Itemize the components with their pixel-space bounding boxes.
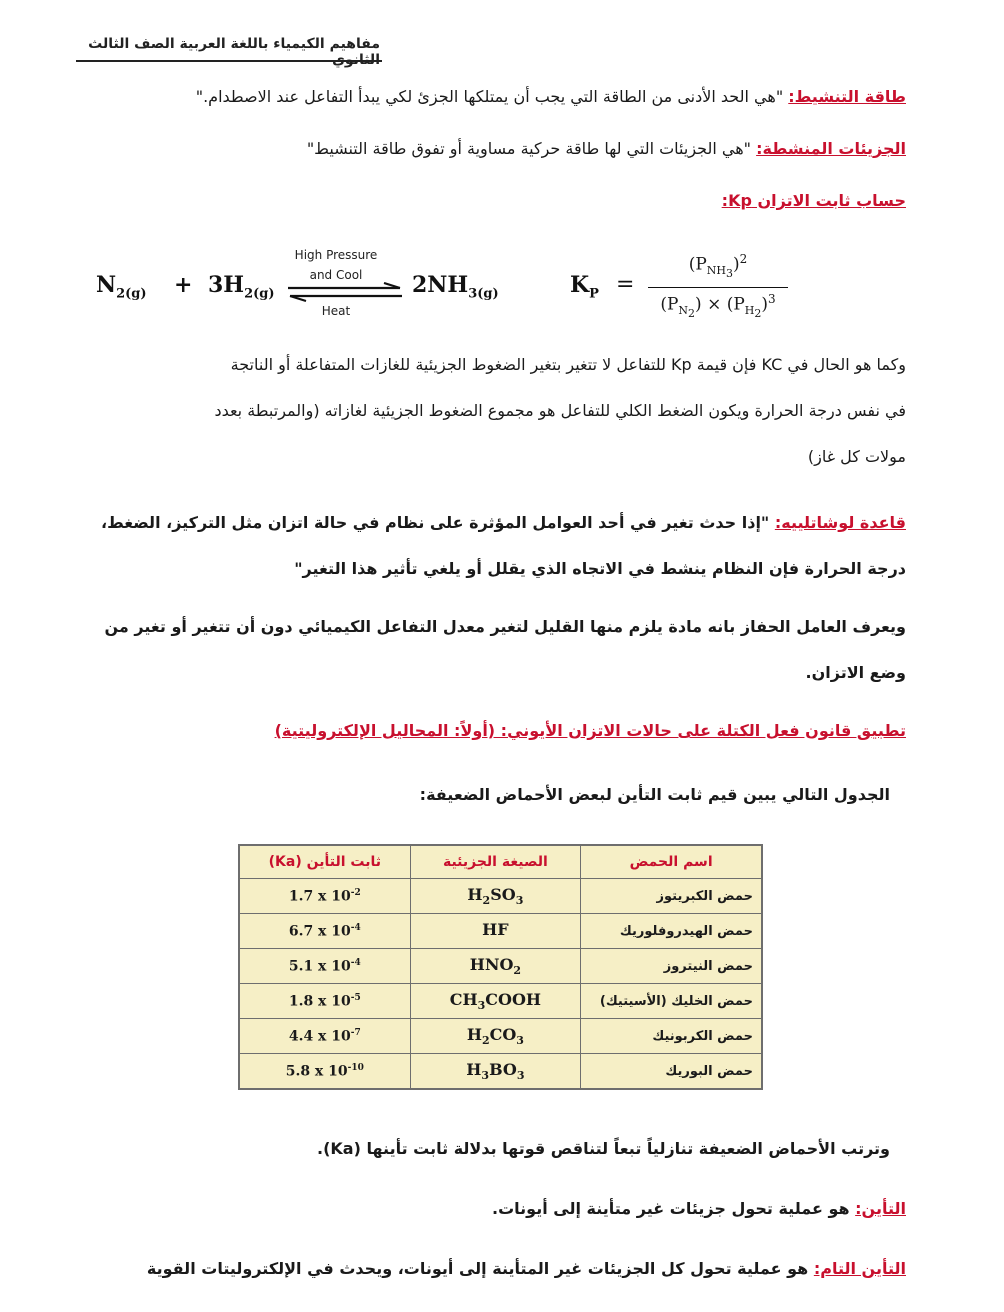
table-row (239, 984, 762, 1019)
ionic-equilibrium-heading: تطبيق قانون فعل الكتلة على حالات الاتزان الأيوني: (أولاً: المحاليل الإلكتروليتية) (274, 721, 906, 740)
complete-ionization-definition (86, 1256, 906, 1282)
equation-product-nh3: $2NH_{3(g)}$ (412, 272, 499, 302)
kp-paragraph-line-3: مولات كل غاز) (807, 447, 906, 466)
header-ka: ثابت التأين (Ka) (239, 845, 410, 879)
header-acid-name: اسم الحمض (581, 845, 762, 879)
complete-ionization-text: هو عملية تحول كل الجزيئات غير المتأينة إلى أيونات، ويحدث في الإلكتروليتات القوية (146, 1259, 814, 1278)
acid-formula-cell: HF (410, 914, 581, 949)
activated-molecules-term: الجزيئات المنشطة: (756, 139, 906, 158)
acid-name-cell: حمض الخليك (الأسيتيك) (581, 984, 762, 1019)
activation-energy-term: طاقة التنشيط: (788, 87, 906, 106)
acid-ka-cell: 5.8 x $10^{-10}$ (239, 1054, 410, 1090)
acid-order-sentence: وترتب الأحماض الضعيفة تنازلياً تبعاً لتناقص قوتها بدلالة ثابت تأينها (Ka). (317, 1139, 890, 1158)
table-row (239, 879, 762, 914)
table-row (239, 914, 762, 949)
equation-plus-sign: + (174, 272, 193, 298)
acid-ka-cell: 5.1 x $10^{-4}$ (239, 949, 410, 984)
table-row (239, 1054, 762, 1090)
equation-reactant-h2: $3H_{2(g)}$ (208, 272, 275, 302)
condition-high-pressure: High Pressure (294, 248, 378, 262)
le-chatelier-text: "إذا حدث تغير في أحد العوامل المؤثرة على نظام في حالة اتزان مثل التركيز، الضغط، (101, 513, 775, 532)
header-formula: الصيغة الجزيئية (410, 845, 581, 879)
le-chatelier-line-2: درجة الحرارة فإن النظام ينشط في الاتجاه الذي يقلل أو يلغي تأثير هذا التغير" (294, 559, 906, 578)
acid-formula-cell: $HNO_2$ (410, 949, 581, 984)
acid-formula-cell: $H_2CO_3$ (410, 1019, 581, 1054)
acid-formula-cell: $H_2SO_3$ (410, 879, 581, 914)
acid-ka-cell: 4.4 x $10^{-7}$ (239, 1019, 410, 1054)
acid-ka-cell: 1.7 x $10^{-2}$ (239, 879, 410, 914)
page-header: مفاهيم الكيمياء باللغة العربية الصف الثالث الثانوي (88, 36, 380, 68)
acid-formula-cell: $H_3BO_3$ (410, 1054, 581, 1090)
ionization-term: التأين: (855, 1199, 906, 1218)
le-chatelier-line-1 (86, 510, 906, 536)
acid-ka-cell: 1.8 x $10^{-5}$ (239, 984, 410, 1019)
acid-name-cell: حمض النيتروز (581, 949, 762, 984)
activation-energy-definition (86, 84, 906, 110)
le-chatelier-term: قاعدة لوشاتلييه: (774, 513, 906, 532)
activated-molecules-definition (86, 136, 906, 162)
catalyst-line-1: ويعرف العامل الحفاز بانه مادة يلزم منها القليل لتغير معدل التفاعل الكيميائي دون أن تتغير أو تغير من (104, 617, 906, 636)
equation-reactant-n2: $N_{2(g)}$ (96, 272, 147, 302)
complete-ionization-term: التأين التام: (813, 1259, 906, 1278)
kp-paragraph-line-2: في نفس درجة الحرارة ويكون الضغط الكلي للتفاعل هو مجموع الضغوط الجزيئية لغازاته (والمرتبطة بعدد (214, 401, 906, 420)
ionization-text: هو عملية تحول جزيئات غير متأينة إلى أيونات. (492, 1199, 856, 1218)
table-row (239, 1019, 762, 1054)
kp-numerator: $(P_{NH_3})^2$ (688, 252, 748, 281)
ionization-definition (86, 1196, 906, 1222)
table-row (239, 949, 762, 984)
acid-ionization-table (238, 844, 763, 1090)
table-intro: الجدول التالي يبين قيم ثابت التأين لبعض الأحماض الضعيفة: (419, 785, 890, 804)
acid-name-cell: حمض الكبريتوز (581, 879, 762, 914)
activated-molecules-text: "هي الجزيئات التي لها طاقة حركية مساوية أو تفوق طاقة التنشيط" (306, 139, 757, 158)
table-header-row (239, 845, 762, 879)
acid-ka-cell: 6.7 x $10^{-4}$ (239, 914, 410, 949)
kp-label: $K_P$ (570, 272, 599, 302)
kp-paragraph-line-1: وكما هو الحال في KC فإن قيمة Kp للتفاعل لا تتغير بتغير الضغوط الجزيئية للغازات المتفاعلة أو الناتجة (230, 355, 906, 374)
condition-and-cool: and Cool (309, 268, 363, 282)
acid-name-cell: حمض الكربونيك (581, 1019, 762, 1054)
acid-name-cell: حمض الهيدروفلوريك (581, 914, 762, 949)
condition-heat: Heat (321, 304, 351, 318)
kp-denominator: $(P_{N_2}) \times (P_{H_2})^3$ (660, 292, 776, 321)
equilibrium-arrows-icon (286, 282, 404, 304)
kp-equals-sign: = (616, 272, 635, 297)
acid-name-cell: حمض البوريك (581, 1054, 762, 1090)
catalyst-line-2: وضع الاتزان. (805, 663, 906, 682)
header-divider (76, 60, 382, 62)
kp-fraction-bar (648, 287, 788, 288)
activation-energy-text: "هي الحد الأدنى من الطاقة التي يجب أن يمتلكها الجزئ لكي يبدأ التفاعل عند الاصطدام." (195, 87, 789, 106)
acid-formula-cell: $CH_3COOH$ (410, 984, 581, 1019)
kp-heading: حساب ثابت الاتزان Kp: (721, 191, 906, 210)
